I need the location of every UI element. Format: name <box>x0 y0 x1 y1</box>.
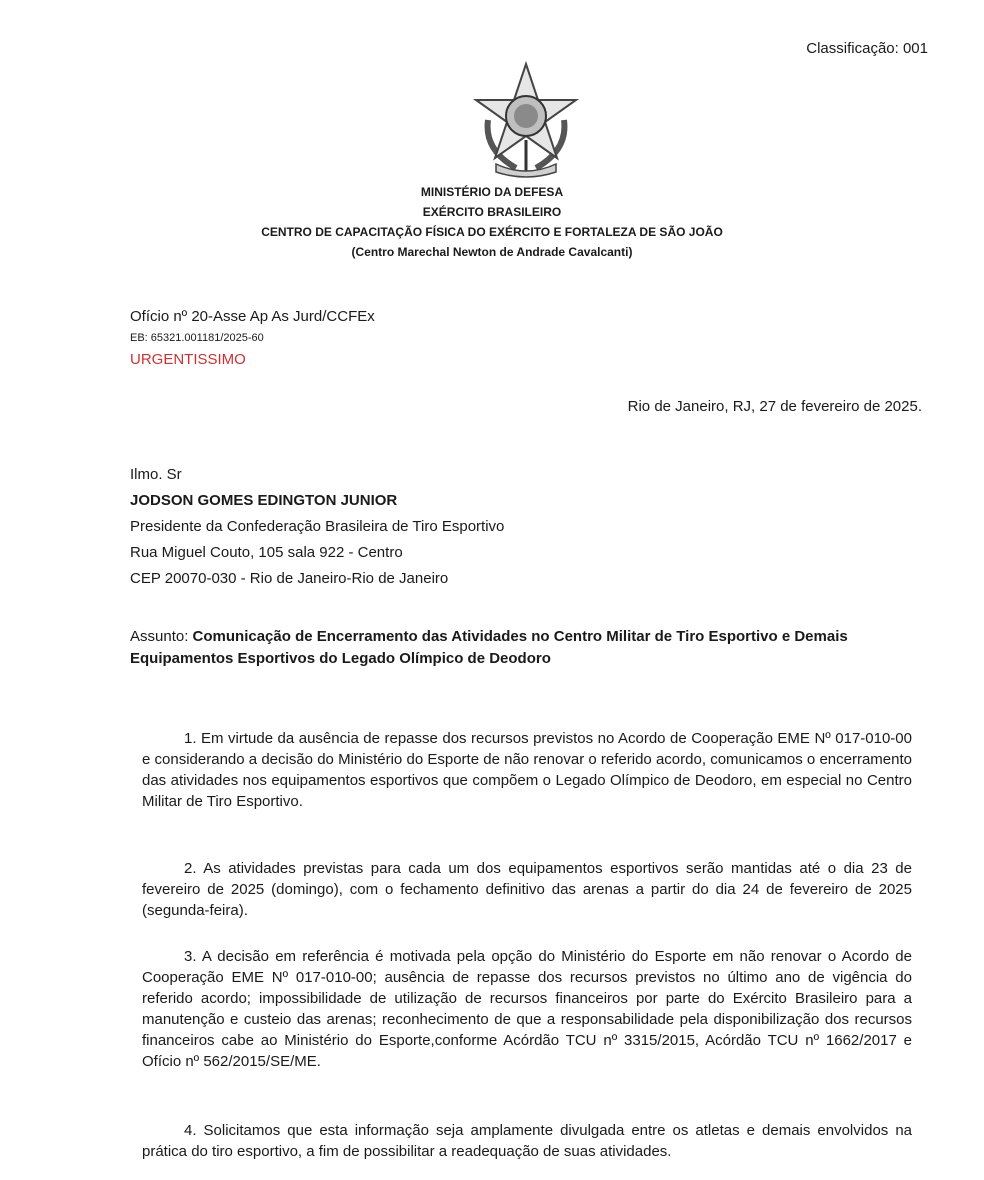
eb-number: EB: 65321.001181/2025-60 <box>130 332 264 344</box>
paragraph-1: 1. Em virtude da ausência de repasse dos recursos previstos no Acordo de Cooperação EME Nº 017-010-00 e considerando a decisão do Ministério do Esporte de não renovar o referido acordo, comunicamos o encerramento das atividades nos equipamentos esportivos que compõem o Legado Olímpico de Deodoro, em especial no Centro Militar de Tiro Esportivo. <box>142 730 912 810</box>
addressee-cep: CEP 20070-030 - Rio de Janeiro-Rio de Janeiro <box>130 570 449 587</box>
ministry-line: MINISTÉRIO DA DEFESA <box>420 185 564 199</box>
salutation: Ilmo. Sr <box>130 466 182 483</box>
paragraph-3: 3. A decisão em referência é motivada pela opção do Ministério do Esporte em não renovar o Acordo de Cooperação EME Nº 017-010-00; ausência de repasse dos recursos previstos no último ano de vigência do referido acordo; impossibilidade de utilização de recursos financeiros por parte do Exército Brasileiro para a manutenção e custeio das arenas; reconhecimento de que a responsabilidade pela disponibilização dos recursos financeiros cabe ao Ministério do Esporte,conforme Acórdão TCU nº 3315/2015, Acórdão TCU nº 1662/2017 e Ofício nº 562/2015/SE/ME. <box>142 948 912 1070</box>
center-subtitle: (Centro Marechal Newton de Andrade Cavalcanti) <box>351 245 633 259</box>
center-line: CENTRO DE CAPACITAÇÃO FÍSICA DO EXÉRCITO E FORTALEZA DE SÃO JOÃO <box>261 225 723 239</box>
army-line: EXÉRCITO BRASILEIRO <box>422 205 562 219</box>
subject-text: Comunicação de Encerramento das Atividades no Centro Militar de Tiro Esportivo e Demais Equipamentos Esportivos do Legado Olímpico de Deodoro <box>130 628 848 667</box>
addressee-block <box>130 462 504 592</box>
addressee-title: Presidente da Confederação Brasileira de Tiro Esportivo <box>130 518 505 535</box>
urgency-label: URGENTISSIMO <box>130 351 246 368</box>
classification-label: Classificação: 001 <box>806 40 928 57</box>
addressee-address: Rua Miguel Couto, 105 sala 922 - Centro <box>130 544 403 561</box>
letterhead <box>0 182 984 262</box>
letter-date: Rio de Janeiro, RJ, 27 de fevereiro de 2025. <box>627 398 922 415</box>
subject-line <box>130 626 930 670</box>
reference-block <box>130 306 375 372</box>
paragraph-2: 2. As atividades previstas para cada um dos equipamentos esportivos serão mantidas até o dia 23 de fevereiro de 2025 (domingo), com o fechamento definitivo das arenas a partir do dia 24 de fevereiro de 2025 (segunda-feira). <box>142 860 912 919</box>
subject-label: Assunto: <box>130 628 193 645</box>
oficio-number: Ofício nº 20-Asse Ap As Jurd/CCFEx <box>130 308 375 325</box>
addressee-name: JODSON GOMES EDINGTON JUNIOR <box>130 492 398 509</box>
brazil-coat-of-arms-icon <box>466 60 586 180</box>
paragraph-4: 4. Solicitamos que esta informação seja amplamente divulgada entre os atletas e demais envolvidos na prática do tiro esportivo, a fim de possibilitar a readequação de suas atividades. <box>142 1122 912 1160</box>
